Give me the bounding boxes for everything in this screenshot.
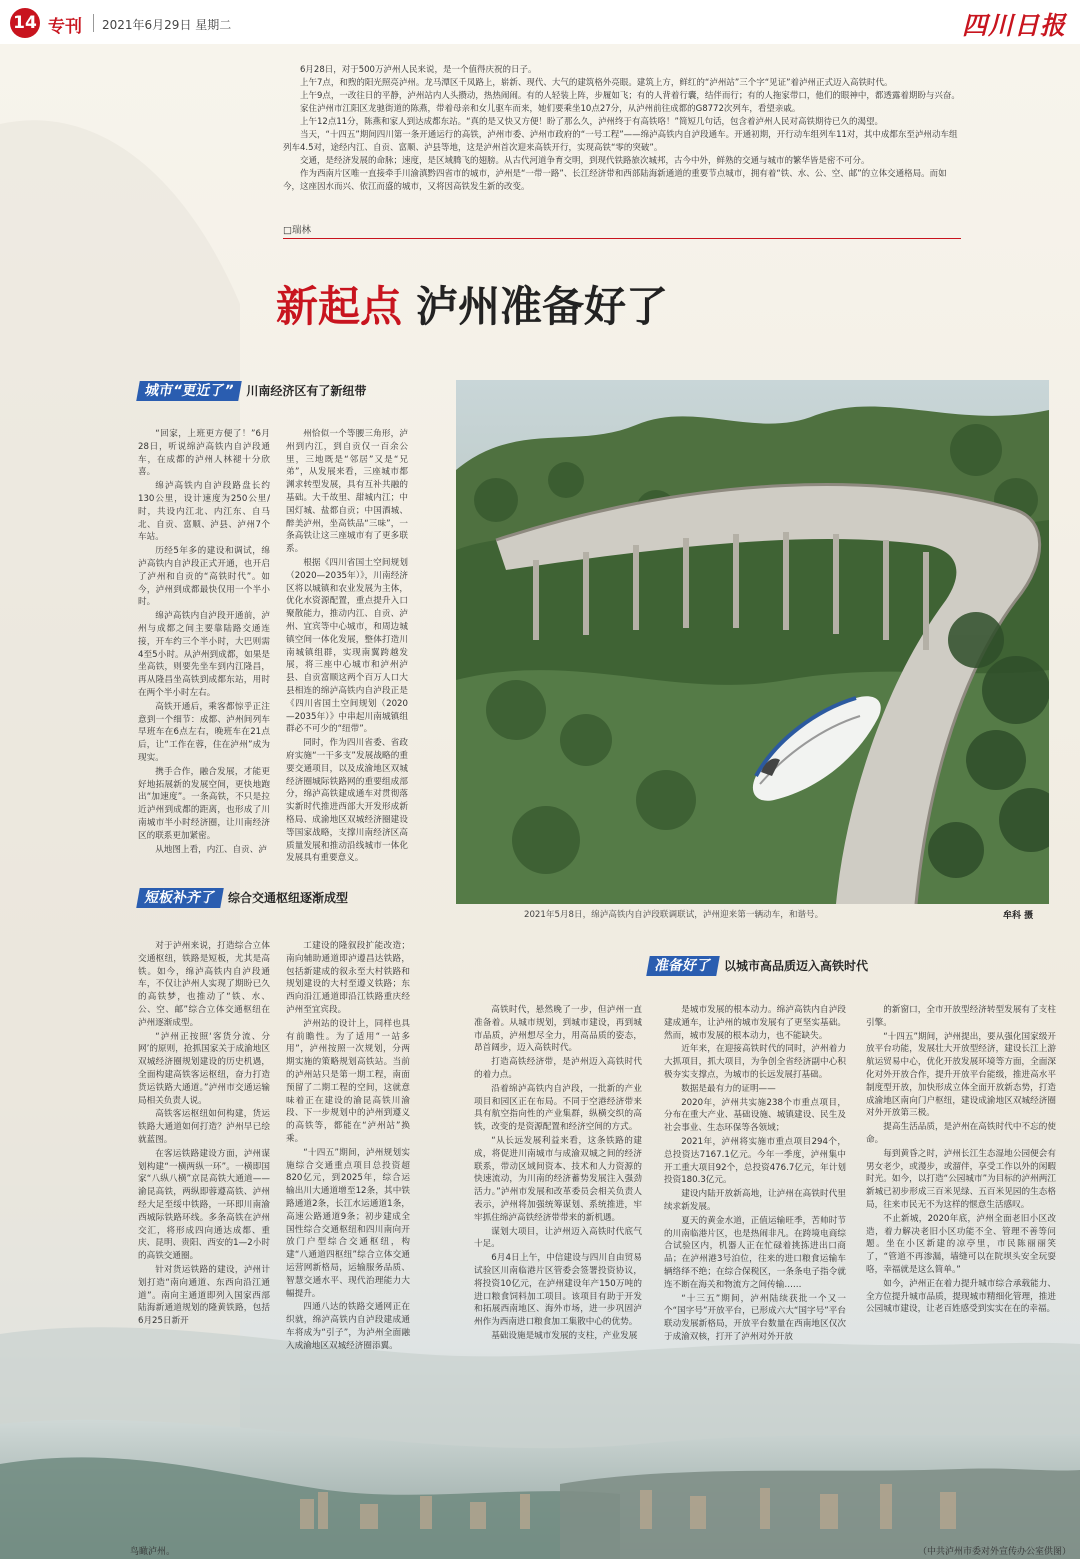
intro-paragraph: 当天，“十四五”期间四川第一条开通运行的高铁，泸州市委、泸州市政府的“一号工程”——绵泸高铁内自泸段通车。开通初期，开行动车组列车11对，其中成都东至泸州动车组列车4.5对，途经内江、自贡、富顺、泸县等地，这是泸州首次迎来高铁开行，实现高铁“零的突破”。	[283, 130, 958, 153]
intro-paragraph: 家住泸州市江阳区龙驰街道的陈燕，带着母亲和女儿驱车而来，她们要乘坐10点27分，从泸州前往成都的G8772次列车，看望亲戚。	[300, 104, 801, 114]
paragraph: 基础设施是城市发展的支柱，产业发展	[491, 1330, 638, 1341]
intro-paragraph: 作为西南片区唯一直接牵手川渝滇黔四省市的城市，泸州是“一带一路”、长江经济带和西部陆海新通道的重要节点城市，拥有着“铁、水、公、空、邮”的立体交通格局。而如今，这座因水而兴、依江而盛的城市，又将因高铁发生新的改变。	[283, 169, 947, 192]
aerial-photo-caption: 鸟瞰泸州。	[130, 1547, 176, 1557]
section1-tag: 城市“更近了”	[136, 381, 242, 401]
paragraph: 从地图上看，内江、自贡、泸	[155, 844, 267, 855]
paragraph: 历经5年多的建设和调试，绵泸高铁内自泸段正式开通，也开启了泸州和自贡的“高铁时代”。如今，泸州到成都最快仅用一个半小时。	[138, 546, 270, 608]
paragraph: “泸州正按照‘客货分流、分网’的原则，抢抓国家关于成渝地区双城经济圈规划建设的历史机遇，全面构建高铁客运枢纽，奋力打造货运铁路大通道。”泸州市交通运输局相关负责人说。	[138, 1031, 270, 1106]
section1-column-2	[286, 428, 408, 866]
paragraph: “从长远发展利益来看，这条铁路的建成，将促进川南城市与成渝双城之间的经济联系，带动区域间资本、技术和人力资源的快速流动，为川南的经济蓄势发展注入强劲活力。”泸州市发展和改革委员会相关负责人表示，泸州将加强统筹谋划、系统推进，牢牢抓住绵泸高铁经济带带来的新机遇。	[474, 1135, 642, 1223]
paragraph: 绵泸高铁内自泸段路盘长约130公里，设计速度为250公里/时，共设内江北、内江东、自马北、自贡、富顺、泸县、泸州7个车站。	[138, 481, 270, 543]
intro-divider	[283, 238, 961, 239]
paragraph: 对于泸州来说，打造综合立体交通枢纽，铁路是短板，尤其是高铁。如今，绵泸高铁内自泸段通车，不仅让泸州人实现了期盼已久的高铁梦，也推动了“铁、水、公、空、邮”综合立体交通枢纽在泸州逐渐成型。	[138, 941, 270, 1028]
paragraph: 数据是最有力的证明——	[681, 1083, 776, 1094]
paragraph: 夏天的黄金水道，正值运输旺季，苦帅时节的川南临港片区，也是热闹非凡。在跨境电商综合试验区内，机器人正在忙碌着挑拣进出口商品；在泸州港3号泊位，往来的进口粮食运输车辆络绎不绝；在综合保税区，一条条电子指令就连不断在海关和物流方之间传输……	[664, 1215, 846, 1290]
newspaper-logo: 四川日报	[961, 11, 1066, 40]
paragraph: 是城市发展的根本动力。绵泸高铁内自泸段建成通车，让泸州的城市发展有了更坚实基础。然而，城市发展的根本动力，也不能缺失。	[664, 1005, 846, 1041]
headline	[276, 282, 668, 332]
intro-text	[283, 64, 961, 194]
photo-source-credit: （中共泸州市委对外宣传办公室供图）	[918, 1547, 1072, 1557]
photo-credit: 牟科 摄	[1003, 911, 1034, 921]
paragraph: 沿着绵泸高铁内自泸段，一批新的产业项目和园区正在布局。不同于空港经济带来具有航空指向性的产业集群，纵横交织的高铁，改变的是资源配置和经济空间的方式。	[474, 1083, 642, 1133]
paragraph: “十三五”期间，泸州陆续获批一个又一个“国字号”开放平台，已形成六大“国字号”平台联动发展新格局，开放平台数量在西南地区仅次于成渝双核，打开了泸州对外开放	[664, 1293, 846, 1342]
paragraph: 工建设的隆叙段扩能改造；南向辅助通道即泸遵昌达铁路，包括新建成的叙永至大村铁路和规划建设的大村至遵义铁路；东西向沿江通道即沿江铁路重庆经泸州至宜宾段。	[286, 941, 410, 1015]
section3-tag: 准备好了	[646, 956, 720, 976]
paragraph: 高铁客运枢纽如何构建，货运铁路大通道如何打造？泸州早已绘就蓝图。	[138, 1109, 270, 1145]
paragraph: 高铁开通后，乘客都惊乎正注意到一个细节：成都、泸州间列车早班车在6点左右，晚班车在21点后，让“工作在蓉，住在泸州”成为现实。	[138, 701, 270, 763]
paragraph: 6月4日上午，中信建设与四川自由贸易试验区川南临港片区管委会签署投资协议，将投资10亿元，在泸州建设年产150万吨的进口粮食饲料加工项目。该项目有助于开发和拓展西南地区、海外市场，进一步巩固泸州作为西南进口粮食加工集散中心的优势。	[474, 1253, 642, 1328]
intro-paragraph: 上午12点11分，陈燕和家人到达成都东站。“真的是又快又方便！盼了那么久，泸州终于有高铁咯！”简短几句话，包含着泸州人民对高铁期待已久的渴望。	[300, 117, 883, 127]
paragraph: 打造高铁经济带，是泸州迈入高铁时代的着力点。	[474, 1057, 642, 1080]
section2-tag: 短板补齐了	[136, 888, 224, 908]
paragraph: 如今，泸州正在着力提升城市综合承载能力、全方位提升城市品质，提现城市精细化管理，推进公园城市建设，让老百姓感受到实实在在的幸福。	[866, 1278, 1056, 1315]
photo-caption: 2021年5月8日，绵泸高铁内自泸段联调联试，泸州迎来第一辆动车，和谐号。	[524, 910, 824, 920]
paragraph: 携手合作，融合发展，才能更好地拓展新的发展空间，更快地跑出“加速度”。一条高铁，不只是拉近泸州到成都的距离，也形成了川南城市半小时经济圈，让川南经济区的联系更加紧密。	[138, 766, 270, 841]
intro-paragraph: 交通，是经济发展的命脉；速度，是区域腾飞的翅膀。从古代河道争育交明，到现代铁路旅次城邦，古今中外，鲜熟的交通与城市的繁华皆是密不可分。	[300, 156, 870, 166]
paragraph: “十四五”期间，泸州提出，要从强化国家级开放平台功能，发展壮大开放型经济，建设长江上游航运贸易中心，优化开放发展环境等方面，全面深化对外开放合作，提升开放平台能级，推进高水平制度型开放，加快形成立体全面开放新态势，打造成渝地区南向门户枢纽，建设成渝地区双城经济圈对外开放第三极。	[866, 1031, 1056, 1119]
paragraph: 根据《四川省国土空间规划（2020—2035年）》，川南经济区将以城镇和农业发展为主体，优化水资源配置，重点提升入口聚散能力，推动内江、自贡、泸州、宜宾等中心城市，和周边城镇空间一体化发展，整体打造川南城镇组群，实现南翼跨越发展，将三座中心城市和泸州泸县、自贡富顺这两个百万人口大县相连的绵泸高铁内自泸段正是《四川省国土空间规划（2020—2035年）》中串起川南城镇组群必不可少的“纽带”。	[286, 557, 408, 735]
section1-column-1	[138, 428, 270, 857]
paragraph: 每到黄昏之时，泸州长江生态湿地公园便会有男女老少，或漫步，或溜伴，享受工作以外的闲暇时光。如今，以打造“公园城市”为目标的泸州两江新城已初步形成三百米见绿、五百米见园的生态格局，往来市民无不为这样的惬意生活感叹。	[866, 1148, 1056, 1210]
section2-subtitle: 综合交通枢纽逐渐成型	[228, 891, 349, 905]
paragraph: 2020年，泸州共实施238个市重点项目，分布在重大产业、基础设施、城镇建设、民生及社会事业、生态环保等各领域；	[664, 1097, 846, 1134]
paragraph: 不止新城，2020年底，泸州全面老旧小区改造，着力解决老旧小区功能不全、管理不善等问题。坐在小区新建的凉亭里，市民陈丽丽笑了，“管道不再渗漏，墙缝可以在院坝头安全玩耍咯，幸福就是这么简单。”	[866, 1213, 1056, 1275]
paragraph: 针对货运铁路的建设，泸州计划打造“南向通道、东西向沿江通道”。南向主通道即列入国家西部陆海新通道规划的隆黄铁路，包括6月25日新开	[138, 1264, 270, 1327]
high-speed-train-photo	[456, 380, 1049, 904]
section2-column-2	[286, 940, 410, 1354]
section-name: 专刊	[48, 17, 82, 37]
paragraph: 高铁时代，悬然晚了一步，但泸州一直准备着。从城市规划，到城市建设，再到城市品质，泸州想尽全力，用高品质的姿态，昂首阔步，迈入高铁时代。	[474, 1005, 642, 1054]
paragraph: 2021年，泸州将实施市重点项目294个，总投资达7167.1亿元。今年一季度，泸州集中开工重大项目92个，总投资476.7亿元，年计划投资180.3亿元。	[664, 1136, 846, 1186]
section2-column-1	[138, 940, 270, 1329]
paragraph: 绵泸高铁内自泸段开通前，泸州与成都之间主要靠陆路交通连接，开车约三个半小时，大巴则需4至5小时。从泸州到成都，如果是坐高铁，则要先坐车到内江隆昌，再从隆昌坐高铁到成都东站，用时在两个半小时左右。	[138, 611, 270, 698]
paragraph: 州恰似一个等腰三角形，泸州到内江，到自贡仅一百余公里，三地既是“邻居”又是“兄弟”，从发展来看，三座城市都渊求转型发展，具有互补共融的基础。大千故里、甜城内江；中国灯城、盐都自贡；中国酒城、醉美泸州，坐高铁品“三味”，一条高铁让这三座城市有了更多联系。	[286, 429, 408, 555]
intro-paragraph: 上午9点，一改往日的平静，泸州站内人头攒动，热热闹闹。有的人轻装上阵，步履如飞；有的人背着行囊，结伴而行；有的人拖家带口，他们的眼神中，都透露着期盼与兴奋。	[300, 91, 960, 101]
byline: □瑞林	[283, 225, 311, 236]
paragraph: 近年来，在迎接高铁时代的同时，泸州着力大抓项目，抓大项目，为争创全省经济副中心积极夯实支撑点，为城市的长远发展打基础。	[664, 1044, 846, 1080]
section3-column-3	[866, 1004, 1056, 1317]
paragraph: “回家，上班更方便了！”6月28日，听说绵泸高铁内自泸段通车，在成都的泸州人林褪十分欣喜。	[138, 429, 270, 478]
masthead-divider	[93, 14, 94, 32]
paragraph: 泸州站的设计上，同样也具有前瞻性。为了适用“一站多用”，泸州按照一次规划，分两期实施的策略规划高铁站。当前的泸州站只是第一期工程，南面预留了二期工程的空间，这就意味着正在建设的渝昆高铁川渝段、下一步规划中的泸州到遵义的高铁等，都能在“泸州站”换乘。	[286, 1018, 410, 1144]
headline-black: 泸州准备好了	[416, 282, 669, 331]
page-number: 14	[10, 8, 40, 38]
paragraph: 谋划大项目，让泸州迈入高铁时代底气十足。	[474, 1226, 642, 1250]
section3-column-2	[664, 1004, 846, 1345]
intro-paragraph: 6月28日，对于500万泸州人民来说，是一个值得庆祝的日子。	[300, 65, 537, 75]
paragraph: 在客运铁路建设方面，泸州谋划构建“一横两纵一环”。一横即国家“八纵八横”京昆高铁大通道——渝昆高铁，两纵即蓉遵高铁、泸州经大足至绥中铁路，一环即川南渝西城际铁路环线。多条高铁在泸州交汇，将形成四向通达成都、重庆、昆明、贵阳、西安的1—2小时的高铁交通圈。	[138, 1148, 270, 1262]
section3-subtitle: 以城市高品质迈入高铁时代	[724, 959, 869, 973]
section1-subtitle: 川南经济区有了新纽带	[246, 384, 367, 398]
intro-paragraph: 上午7点，和煦的阳光照亮泸州。龙马潭区千凤路上，崭新、现代、大气的建筑格外亮眼。建筑上方，鲜红的“泸州站”三个字“见证”着泸州正式迈入高铁时代。	[300, 78, 893, 88]
paragraph: 建设内陆开放新高地，让泸州在高铁时代里续求新发展。	[664, 1189, 846, 1212]
section1-heading	[138, 381, 366, 403]
section3-column-1	[474, 1004, 642, 1344]
section3-heading	[648, 956, 868, 978]
paragraph: 的新窗口，全市开放型经济转型发展有了支柱引擎。	[866, 1005, 1056, 1028]
headline-red: 新起点	[276, 282, 403, 331]
issue-date: 2021年6月29日 星期二	[102, 18, 232, 32]
paragraph: 同时，作为四川省委、省政府实施“一干多支”发展战略的重要交通项目，以及成渝地区双城经济圈城际铁路网的重要组成部分，绵泸高铁建成通车对贯彻落实新时代推进西部大开发形成新格局、成渝地区双城经济圈建设等国家战略，支撑川南经济区高质量发展和推动沿线城市一体化发展具有重要意义。	[286, 738, 408, 864]
paragraph: 四通八达的铁路交通网正在织就，绵泸高铁内自泸段建成通车将成为“引子”，为泸州全面融入成渝地区双城经济圈添翼。	[286, 1302, 410, 1351]
masthead	[0, 0, 1080, 46]
paragraph: “十四五”期间，泸州规划实施综合交通重点项目总投资超820亿元，到2025年，综合运输出川大通道增至12条，其中铁路通道2条，长江水运通道1条，高速公路通道9条；初步建成全国性综合交通枢纽和四川南向开放门户型综合交通枢纽，构建“八通道四枢纽”综合立体交通运营网新格局，运输服务品质、智慧交通水平、现代治理能力大幅提升。	[286, 1147, 410, 1299]
section2-heading	[138, 888, 348, 910]
paragraph: 提高生活品质，是泸州在高铁时代中不忘的使命。	[866, 1122, 1056, 1145]
